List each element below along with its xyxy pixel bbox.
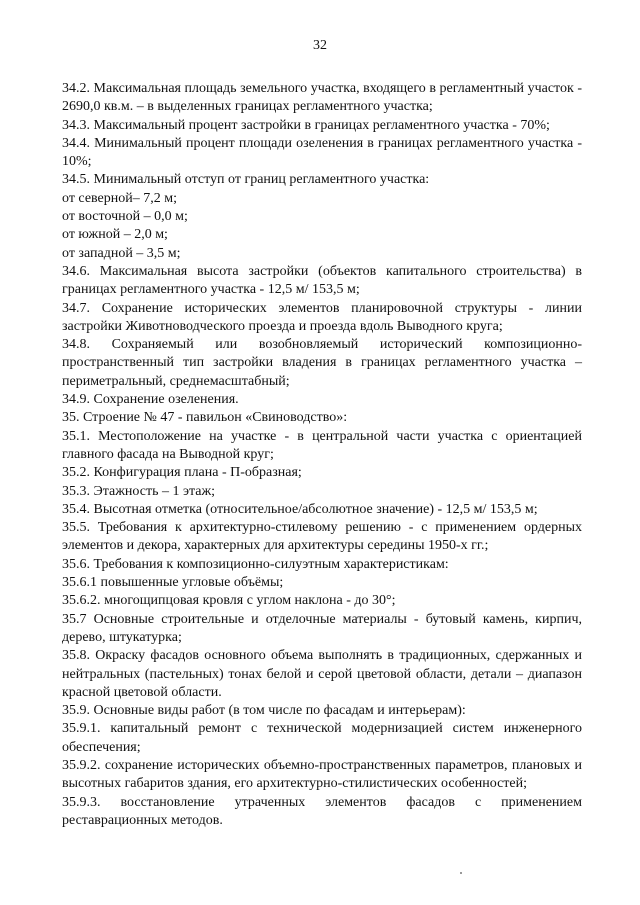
scan-speck — [460, 872, 462, 874]
setback-west: от западной – 3,5 м; — [62, 245, 181, 261]
setback-north: от северной– 7,2 м; — [62, 190, 178, 206]
paragraph-35-6-1: 35.6.1 повышенные угловые объёмы; — [62, 575, 284, 591]
paragraph-35-1: 35.1. Местоположение на участке - в центральной части участка с ориентацией главного фасада на Выводной круг; — [62, 428, 582, 462]
paragraph-34-3: 34.3. Максимальный процент застройки в границах регламентного участка - 70%; — [62, 117, 550, 133]
paragraph-34-6: 34.6. Максимальная высота застройки (объектов капитального строительства) в границах регламентного участка - 12,5 м/ 153,5 м; — [62, 263, 582, 298]
paragraph-35-9-2: 35.9.2. сохранение исторических объемно-пространственных параметров, плановых и высотных габаритов здания, его архитектурно-стилистических особенностей; — [62, 757, 582, 792]
paragraph-35-2: 35.2. Конфигурация плана - П-образная; — [62, 465, 302, 481]
paragraph-35-4: 35.4. Высотная отметка (относительное/абсолютное значение) - 12,5 м/ 153,5 м; — [62, 501, 538, 517]
setback-east: от восточной – 0,0 м; — [62, 209, 188, 225]
paragraph-35-6: 35.6. Требования к композиционно-силуэтным характеристикам: — [62, 556, 449, 572]
paragraph-35-9-1: 35.9.1. капитальный ремонт с технической модернизацией систем инженерного обеспечения; — [62, 721, 582, 755]
paragraph-34-4: 34.4. Минимальный процент площади озеленения в границах регламентного участка - 10%; — [62, 135, 582, 170]
document-body — [62, 80, 582, 830]
paragraph-35-6-2: 35.6.2. многощипцовая кровля с углом наклона - до 30°; — [62, 593, 396, 609]
paragraph-35-7: 35.7 Основные строительные и отделочные материалы - бутовый камень, кирпич, дерево, штукатурка; — [62, 611, 582, 645]
paragraph-34-7: 34.7. Сохранение исторических элементов планировочной структуры - линии застройки Животноводческого проезда и проезда вдоль Выводного круга; — [62, 300, 582, 334]
paragraph-35-5: 35.5. Требования к архитектурно-стилевому решению - с применением ордерных элементов и декора, характерных для архитектуры середины 1950-х гг.; — [62, 520, 582, 554]
paragraph-35-8: 35.8. Окраску фасадов основного объема выполнять в традиционных, сдержанных и нейтральных (пастельных) тонах белой и серой цветовой области, детали – диапазон красной цветовой области. — [62, 648, 582, 700]
setback-south: от южной – 2,0 м; — [62, 227, 168, 243]
page-number: 32 — [313, 38, 327, 53]
paragraph-34-2: 34.2. Максимальная площадь земельного участка, входящего в регламентный участок - 2690,0 кв.м. – в выделенных границах регламентного участка; — [62, 81, 582, 115]
paragraph-35-9: 35.9. Основные виды работ (в том числе по фасадам и интерьерам): — [62, 703, 466, 719]
paragraph-34-8: 34.8. Сохраняемый или возобновляемый исторический композиционно-пространственный тип застройки владения в границах регламентного участка – периметральный, среднемасштабный; — [62, 337, 582, 389]
paragraph-34-9: 34.9. Сохранение озеленения. — [62, 392, 239, 408]
paragraph-35-3: 35.3. Этажность – 1 этаж; — [62, 483, 216, 499]
paragraph-35: 35. Строение № 47 - павильон «Свиноводство»: — [62, 410, 348, 426]
paragraph-35-9-3: 35.9.3. восстановление утраченных элементов фасадов с применением реставрационных методов. — [62, 794, 582, 828]
paragraph-34-5: 34.5. Минимальный отступ от границ регламентного участка: — [62, 172, 430, 188]
